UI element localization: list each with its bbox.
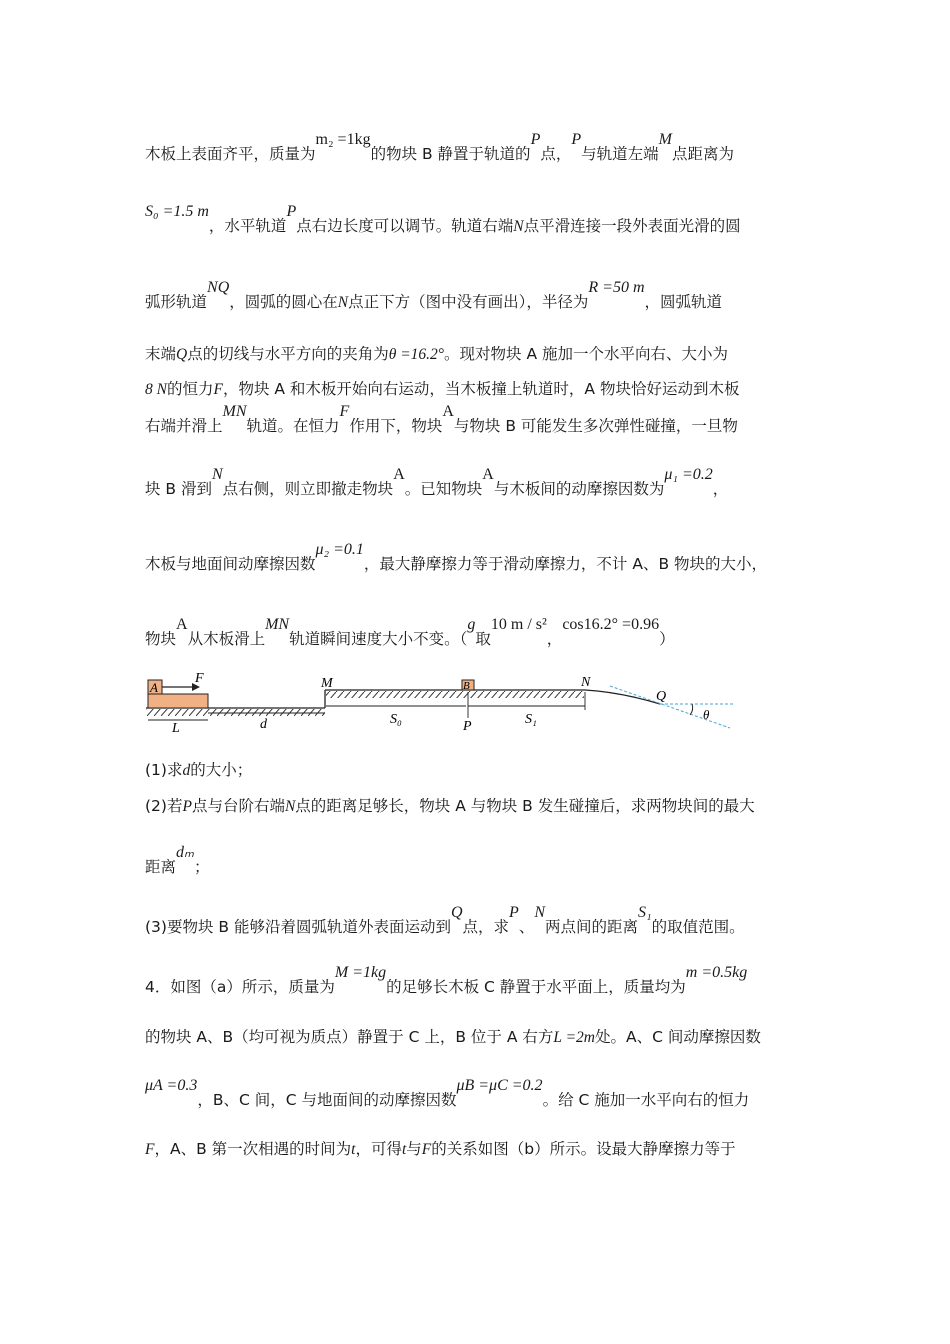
formula: θ =16.2° [388, 346, 445, 363]
formula: R =50 m [588, 279, 645, 296]
text: 与木板间的动摩擦因数为 [493, 480, 665, 498]
text: 木板与地面间动摩擦因数 [145, 555, 316, 573]
text: 的关系如图（b）所示。设最大静摩擦力等于 [431, 1140, 736, 1158]
text-line [145, 203, 741, 236]
block-b-label: B [463, 680, 470, 692]
symbol: t [401, 1141, 407, 1158]
label-s1: S₁ [525, 712, 537, 727]
text: 。给 C 施加一水平向右的恒力 [542, 1091, 750, 1109]
text: 处。A、C 间动摩擦因数 [595, 1028, 761, 1046]
text: ， [546, 630, 563, 648]
text: 点，求 [462, 918, 510, 936]
symbol: P [286, 203, 297, 220]
text: 的取值范围。 [651, 918, 745, 936]
symbol: A [482, 466, 494, 483]
text: 弧形轨道 [145, 293, 208, 311]
text-line [145, 466, 729, 499]
text: ，圆弧的圆心在 [229, 293, 338, 311]
symbol: MN [265, 616, 290, 633]
text: (3)要物块 B 能够沿着圆弧轨道外表面运动到 [145, 918, 451, 936]
text: 与物块 B 可能发生多次弹性碰撞，一旦物 [453, 417, 738, 435]
text-line [145, 616, 675, 649]
text: 的物块 A、B（均可视为质点）静置于 C 上，B 位于 A 右方 [145, 1028, 554, 1046]
text: 点右边长度可以调节。轨道右端 [296, 217, 514, 235]
label-p: P [463, 719, 472, 734]
text: 轨道瞬间速度大小不变。（ [289, 630, 468, 648]
symbol: N [212, 466, 223, 483]
symbol: N [513, 218, 524, 235]
text: ，水平轨道 [208, 217, 287, 235]
text: 块 B 滑到 [145, 480, 212, 498]
label-m: M [321, 676, 333, 691]
text: 。已知物块 [404, 480, 483, 498]
text: ， [712, 480, 729, 498]
symbol: F [339, 403, 350, 420]
text: 轨道。在恒力 [246, 417, 340, 435]
label-s0: S₀ [390, 712, 402, 727]
text: 点的距离足够长，物块 A 与物块 B 发生碰撞后，求两物块间的最大 [295, 797, 755, 815]
symbol: A [442, 403, 454, 420]
text-line [145, 279, 723, 312]
symbol: d [182, 762, 191, 779]
text: 点正下方（图中没有画出），半径为 [348, 293, 589, 311]
symbol: A [393, 466, 405, 483]
arc-track [585, 690, 660, 704]
text: 与轨道左端 [581, 145, 659, 163]
symbol: N [284, 798, 296, 815]
symbol: t [351, 1141, 356, 1158]
track-hatch [326, 691, 584, 698]
text: 的恒力 [166, 380, 214, 398]
symbol: M [658, 131, 672, 148]
text: 末端 [145, 345, 177, 363]
tangent-line [610, 686, 730, 728]
text: 点与台阶右端 [191, 797, 285, 815]
label-l: L [172, 721, 180, 736]
formula: L =2m [553, 1029, 595, 1046]
text: 右端并滑上 [145, 417, 223, 435]
symbol: g [467, 616, 476, 633]
text: (1)求 [145, 761, 183, 779]
text: 4．如图（a）所示，质量为 [145, 978, 335, 996]
p4-line [145, 1077, 750, 1110]
question-1 [145, 758, 252, 780]
text-line [145, 403, 738, 436]
formula: M =1kg [334, 964, 387, 981]
formula: m =0.5kg [685, 964, 748, 981]
text: 点， [540, 145, 572, 163]
p4-line [145, 1137, 736, 1159]
text: 从木板滑上 [187, 630, 266, 648]
label-n: N [581, 675, 591, 690]
question-3 [145, 904, 745, 937]
text: ，圆弧轨道 [644, 293, 723, 311]
symbol: F [213, 381, 223, 398]
text: ，物块 A 和木板开始向右运动，当木板撞上轨道时，A 物块恰好运动到木板 [222, 380, 740, 398]
text-line [145, 131, 734, 164]
symbol: P [182, 798, 192, 815]
formula: μA =0.3 [145, 1077, 198, 1094]
p4-line [145, 964, 748, 997]
symbol: N [534, 904, 545, 921]
text: ； [193, 858, 210, 876]
text: 点平滑连接一段外表面光滑的圆 [523, 217, 741, 235]
text: 点距离为 [671, 145, 734, 163]
text: 的物块 B 静置于轨道的 [370, 145, 531, 163]
text: 的足够长木板 C 静置于水平面上，质量均为 [386, 978, 686, 996]
symbol: P [509, 904, 519, 921]
text: (2)若 [145, 797, 183, 815]
label-theta: θ [703, 707, 710, 722]
text: ，最大静摩擦力等于滑动摩擦力，不计 A、B 物块的大小， [363, 555, 767, 573]
formula: 10 m / s² [490, 616, 547, 633]
text: 的大小； [190, 761, 253, 779]
ground-hatch [146, 709, 325, 716]
text: ，B、C 间，C 与地面间的动摩擦因数 [197, 1091, 457, 1109]
formula: S₀ =1.5 m [145, 203, 209, 220]
text: 物块 [145, 630, 177, 648]
angle-arc [690, 704, 693, 715]
text: 距离 [145, 858, 177, 876]
text: 木板上表面齐平，质量为 [145, 145, 316, 163]
text-line [145, 342, 728, 364]
block-a-label: A [150, 680, 158, 695]
formula: μ₂ =0.1 [315, 541, 364, 558]
formula: 8 N [145, 381, 167, 398]
text: 、 [518, 918, 535, 936]
text: 点右侧，则立即撤走物块 [222, 480, 394, 498]
label-q: Q [656, 689, 667, 704]
text: ，A、B 第一次相遇的时间为 [154, 1140, 352, 1158]
board [148, 694, 208, 708]
text-line [145, 377, 739, 399]
question-2 [145, 794, 755, 816]
symbol: P [571, 131, 582, 148]
text-line [145, 541, 767, 574]
formula: m₂ =1kg [315, 131, 371, 148]
p4-line [145, 1025, 761, 1047]
symbol: S₁ [638, 904, 652, 921]
symbol: P [530, 131, 541, 148]
symbol: Q [450, 904, 463, 921]
track-diagram [140, 668, 750, 740]
formula: cos16.2° =0.96 [562, 616, 660, 633]
text: 两点间的距离 [545, 918, 639, 936]
question-2-cont [145, 844, 210, 877]
label-d: d [260, 717, 267, 732]
text: 点的切线与水平方向的夹角为 [187, 345, 389, 363]
symbol: Q [176, 346, 188, 363]
symbol: F [145, 1141, 155, 1158]
text: 作用下，物块 [349, 417, 443, 435]
symbol: MN [222, 403, 247, 420]
text: ） [659, 630, 675, 648]
symbol: N [337, 294, 349, 311]
text: 取 [475, 630, 491, 648]
symbol: dₘ [176, 844, 194, 861]
formula: μ₁ =0.2 [664, 466, 713, 483]
force-label: F [195, 671, 204, 686]
formula: μB =μC =0.2 [456, 1077, 543, 1094]
symbol: F [421, 1141, 432, 1158]
symbol: A [176, 616, 188, 633]
symbol: NQ [207, 279, 230, 296]
text: ，可得 [355, 1140, 402, 1158]
text: 与 [406, 1140, 422, 1158]
text: 。现对物块 A 施加一个水平向右、大小为 [444, 345, 728, 363]
